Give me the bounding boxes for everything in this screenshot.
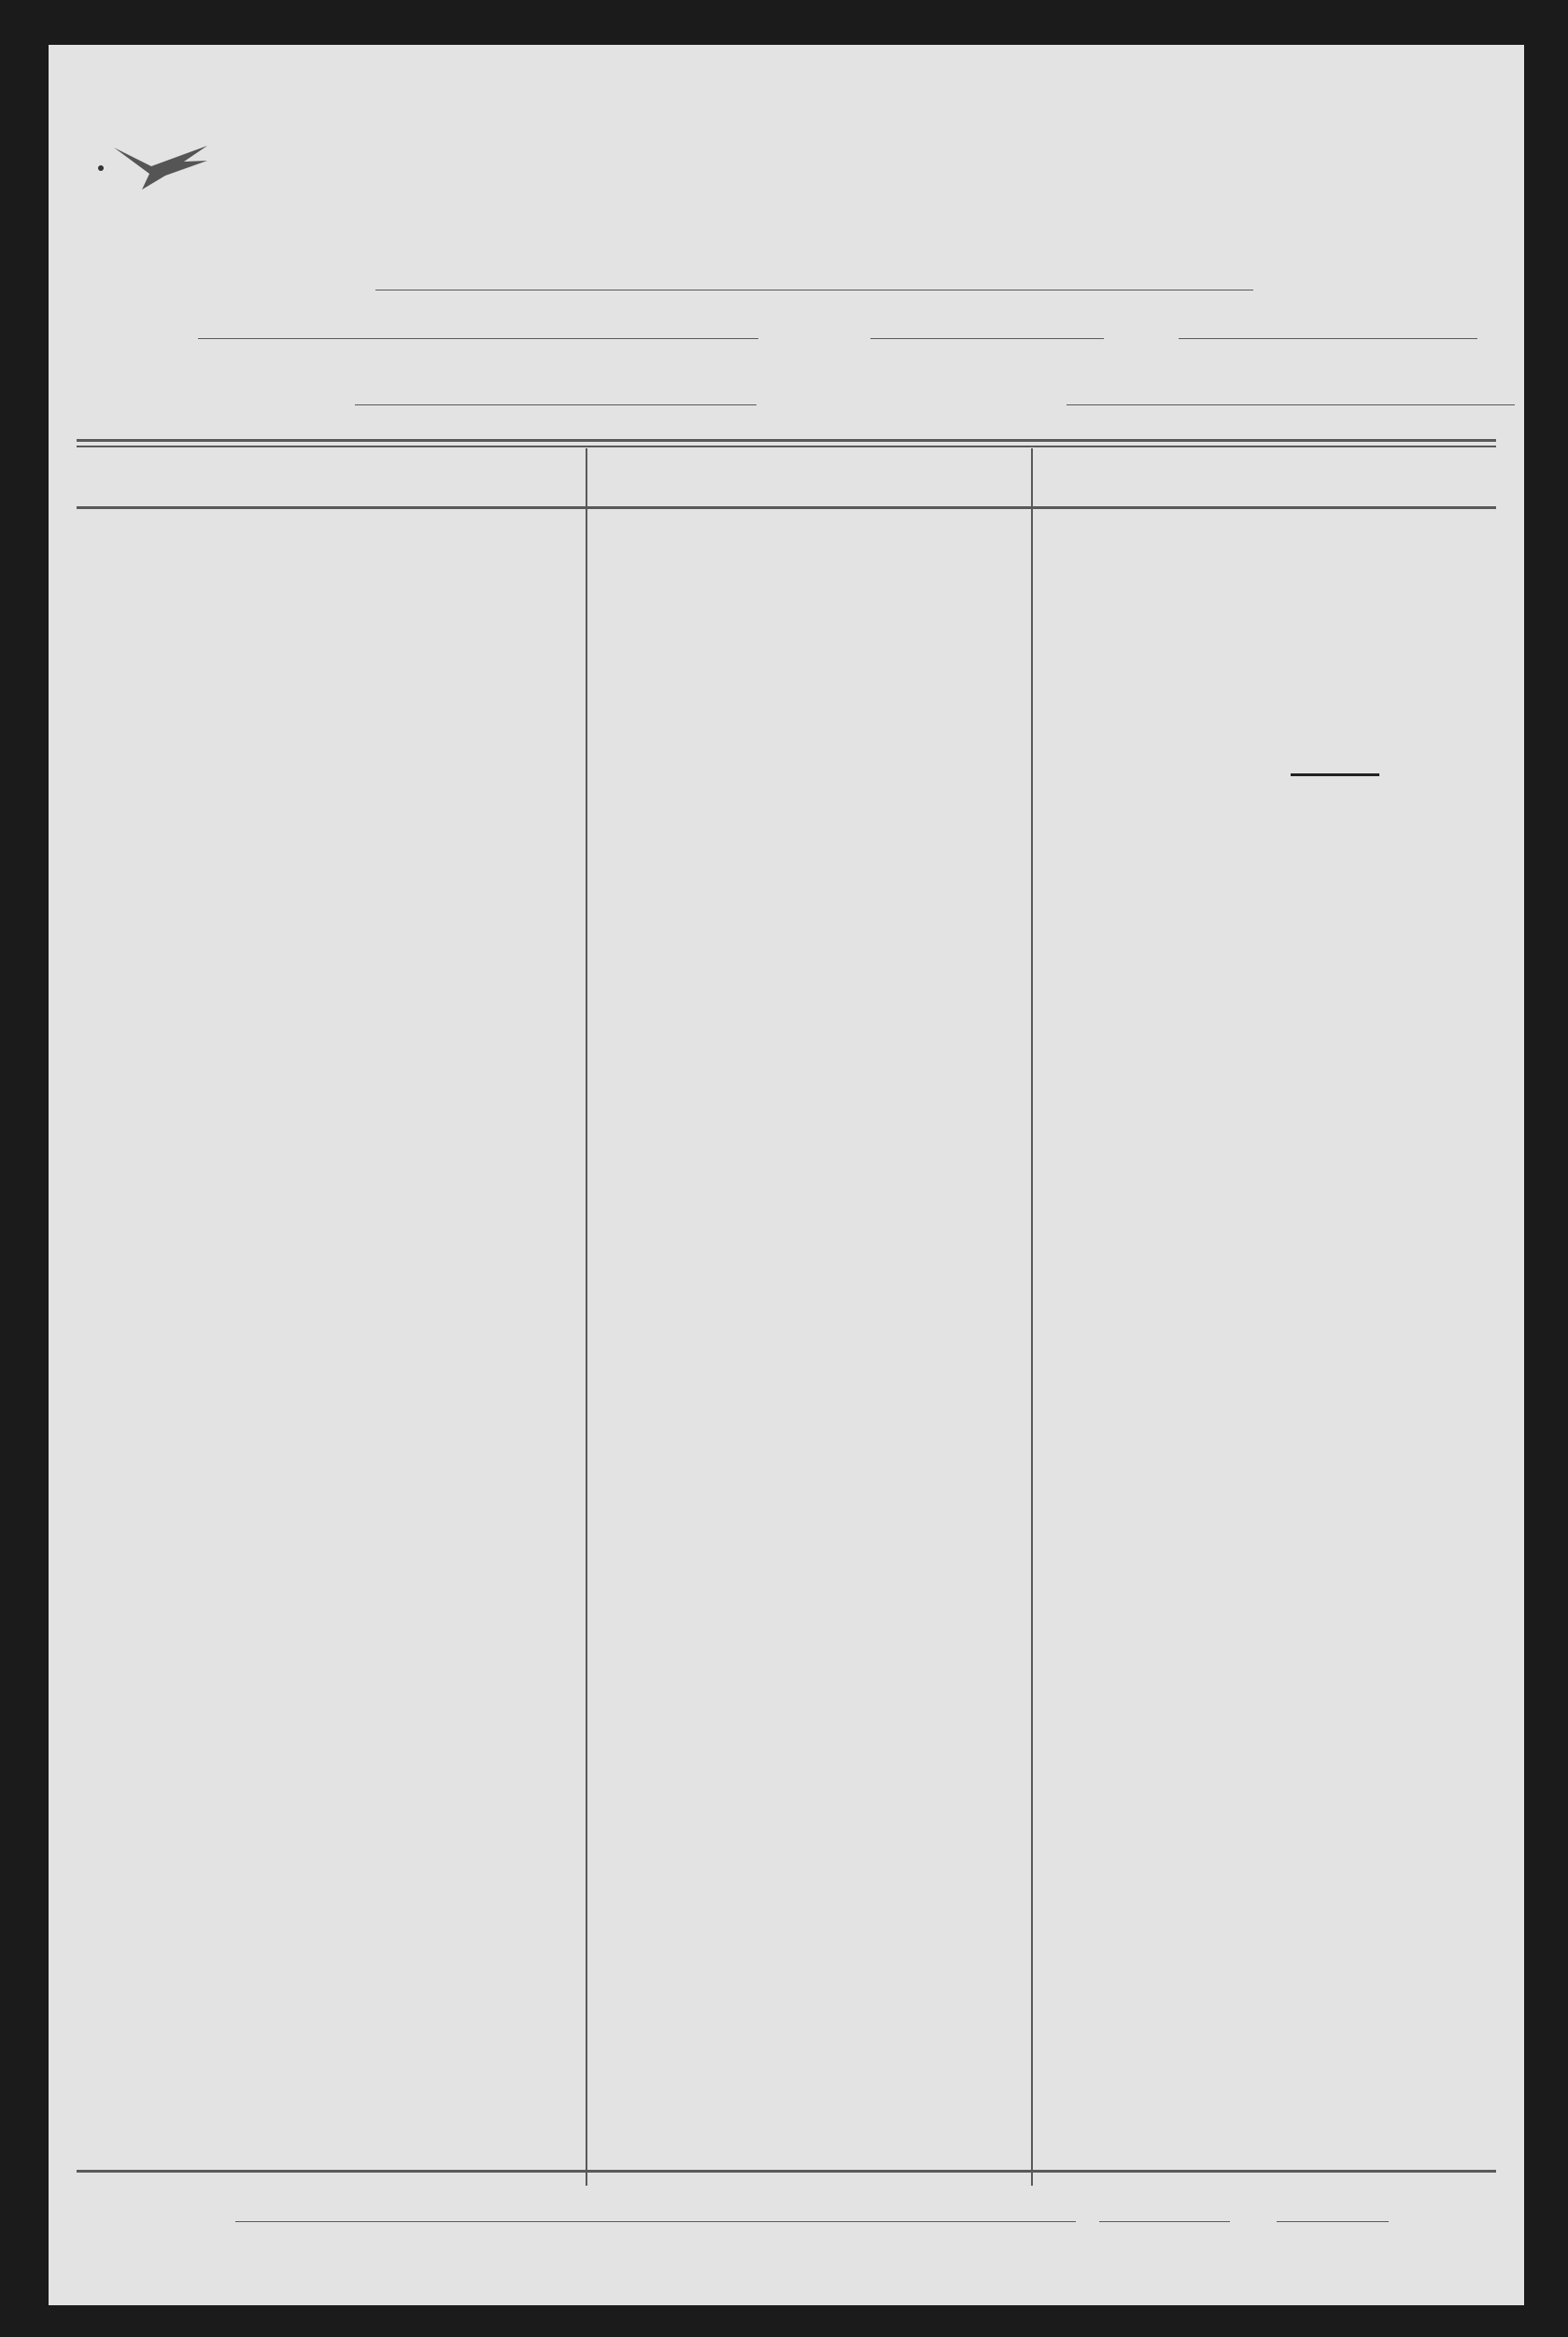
column-divider-1	[586, 448, 587, 2186]
manifest-sheet	[49, 45, 1524, 2305]
column-divider-2	[1031, 448, 1033, 2186]
lufthansa-crane-logo	[95, 138, 217, 199]
